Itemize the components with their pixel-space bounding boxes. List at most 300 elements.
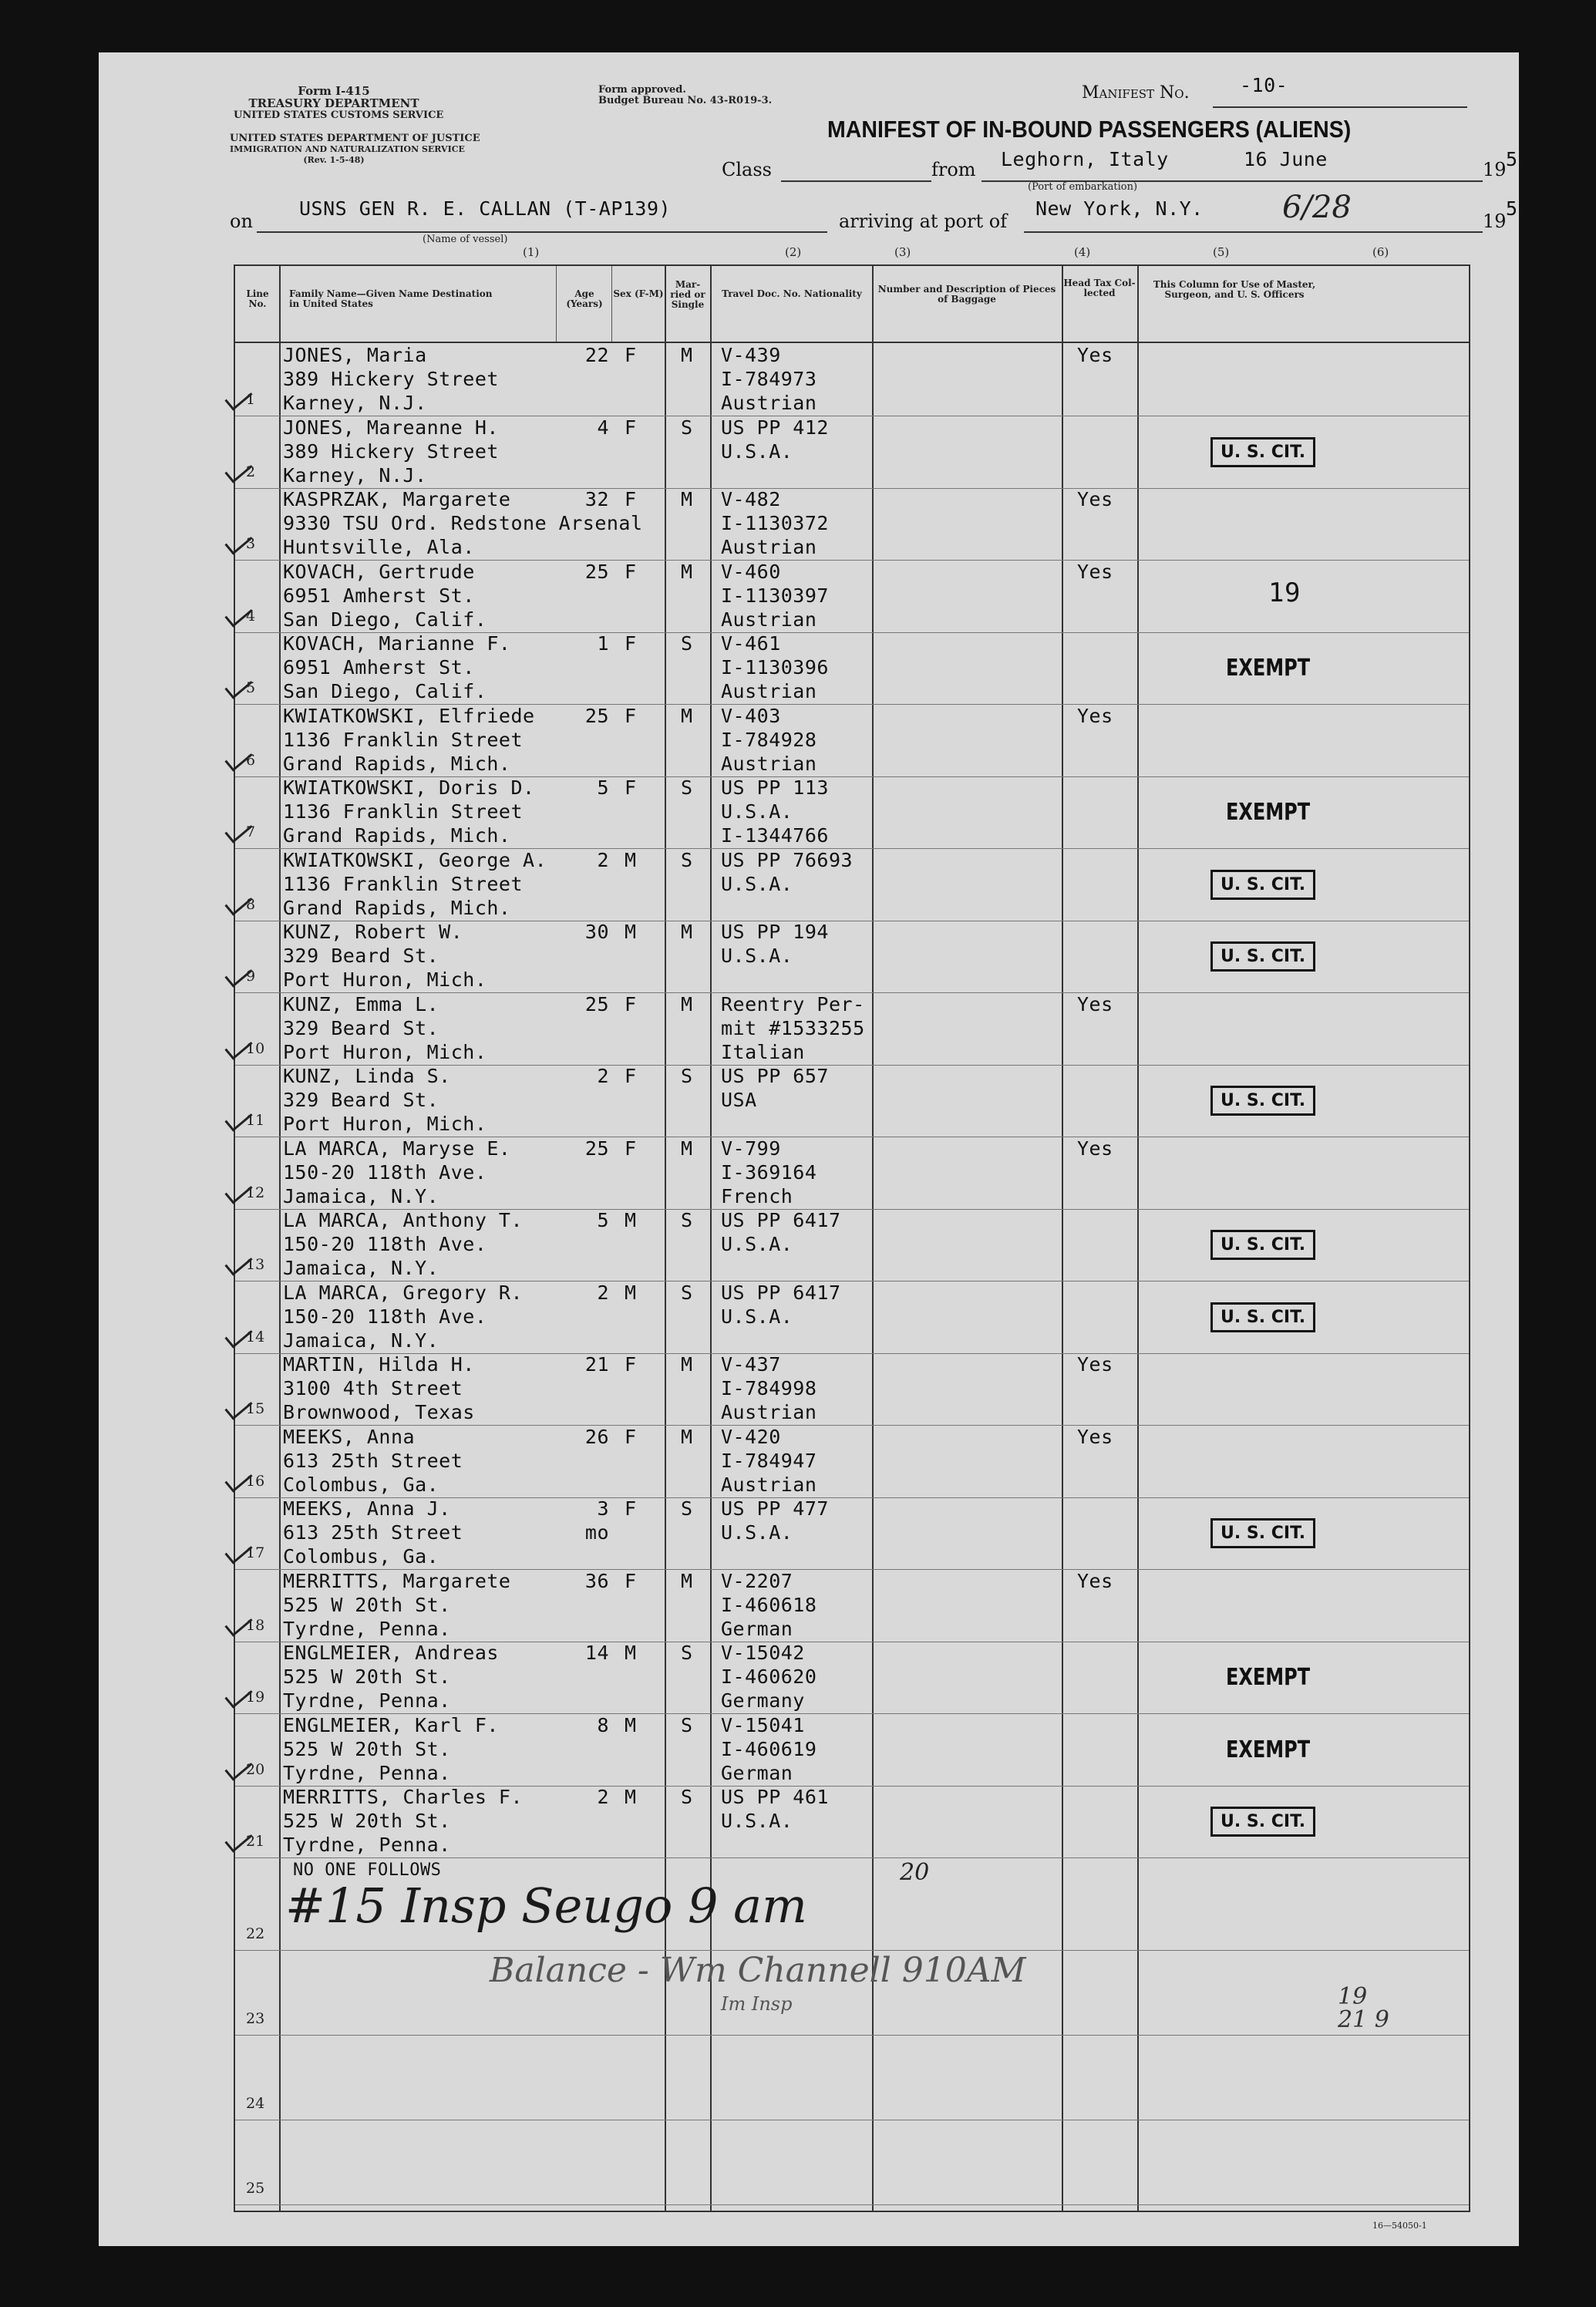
- arrival-year-prefix: 19: [1483, 210, 1507, 232]
- from-date: 16 June: [1244, 148, 1328, 170]
- line-number: 7: [246, 823, 256, 840]
- passenger-sex: F: [625, 416, 637, 439]
- passenger-name: ENGLMEIER, Karl F.: [283, 1713, 499, 1736]
- travel-doc-2: U.S.A.: [721, 1810, 793, 1832]
- head-tax: Yes: [1077, 344, 1113, 366]
- us-citizen-stamp: U. S. CIT.: [1210, 1230, 1315, 1260]
- travel-doc-1: US PP 412: [721, 416, 829, 439]
- head-tax: Yes: [1077, 992, 1113, 1015]
- passenger-name: JONES, Maria: [283, 344, 427, 366]
- handwritten-balance-note: Balance - Wm Channell 910AM: [490, 1951, 1026, 1990]
- passenger-name: MEEKS, Anna: [283, 1425, 416, 1448]
- passenger-city: Colombus, Ga.: [283, 1545, 439, 1568]
- travel-doc-1: V-403: [721, 704, 781, 727]
- table-row: [235, 343, 1469, 416]
- marital-status: S: [681, 1065, 693, 1087]
- passenger-address: 150-20 118th Ave.: [283, 1160, 487, 1184]
- passenger-address: 1136 Franklin Street: [283, 728, 524, 751]
- travel-doc-3: Austrian: [721, 536, 817, 558]
- passenger-city: Tyrdne, Penna.: [283, 1834, 451, 1856]
- from-year: 52: [1506, 148, 1530, 170]
- passenger-city: Port Huron, Mich.: [283, 968, 487, 991]
- passenger-age: 25: [584, 560, 609, 583]
- passenger-name: KUNZ, Emma L.: [283, 992, 439, 1015]
- passenger-city: Tyrdne, Penna.: [283, 1761, 451, 1784]
- passenger-address: 3100 4th Street: [283, 1377, 463, 1399]
- header-line-no: Line No.: [246, 288, 269, 309]
- passenger-name: MERRITTS, Margarete: [283, 1569, 511, 1592]
- passenger-name: KWIATKOWSKI, Elfriede: [283, 704, 535, 727]
- travel-doc-2: U.S.A.: [721, 800, 793, 823]
- marital-status: M: [681, 1425, 693, 1448]
- travel-doc-1: US PP 113: [721, 776, 829, 799]
- travel-doc-1: V-15042: [721, 1642, 805, 1664]
- from-year-prefix: 19: [1483, 159, 1507, 180]
- marital-status: S: [681, 776, 693, 799]
- passenger-address: 1136 Franklin Street: [283, 800, 524, 823]
- form-approved: Form approved.: [598, 84, 686, 96]
- passenger-address: 329 Beard St.: [283, 945, 439, 967]
- passenger-city: Karney, N.J.: [283, 463, 427, 487]
- table-row: [235, 848, 1469, 921]
- line-number: 13: [246, 1256, 265, 1273]
- passenger-age: 4: [597, 416, 609, 439]
- passenger-city: Tyrdne, Penna.: [283, 1689, 451, 1712]
- travel-doc-2: I-1130372: [721, 512, 829, 534]
- travel-doc-2: I-784928: [721, 728, 817, 751]
- passenger-city: Port Huron, Mich.: [283, 1040, 487, 1063]
- line-number: 24: [246, 2095, 265, 2112]
- travel-doc-1: V-420: [721, 1425, 781, 1448]
- col-rule: [611, 266, 612, 343]
- passenger-sex: M: [625, 1209, 637, 1231]
- us-citizen-stamp: U. S. CIT.: [1210, 437, 1315, 467]
- handwritten-balance-subnote: Im Insp: [721, 1993, 793, 2015]
- passenger-city: Tyrdne, Penna.: [283, 1617, 451, 1640]
- travel-doc-1: US PP 477: [721, 1497, 829, 1520]
- form-block: [234, 84, 444, 122]
- passenger-city: Grand Rapids, Mich.: [283, 824, 511, 847]
- marital-status: M: [681, 704, 693, 727]
- travel-doc-3: German: [721, 1761, 793, 1784]
- passenger-name: LA MARCA, Anthony T.: [283, 1209, 524, 1231]
- travel-doc-1: V-461: [721, 632, 781, 655]
- budget-bureau: Budget Bureau No. 43-R019-3.: [598, 95, 773, 106]
- marital-status: S: [681, 848, 693, 871]
- line-number: 25: [246, 2180, 265, 2197]
- travel-doc-1: V-460: [721, 560, 781, 583]
- travel-doc-1: US PP 76693: [721, 848, 854, 871]
- marital-status: M: [681, 992, 693, 1015]
- passenger-name: KUNZ, Robert W.: [283, 921, 463, 943]
- header-sex: Sex (F-M): [613, 288, 664, 299]
- marital-status: S: [681, 1642, 693, 1664]
- passenger-age: 25: [584, 992, 609, 1015]
- class-line: [781, 180, 931, 182]
- passenger-city: Jamaica, N.Y.: [283, 1184, 439, 1207]
- col-num-3: (3): [894, 245, 911, 259]
- passenger-sex: F: [625, 1569, 637, 1592]
- passenger-address: 389 Hickery Street: [283, 368, 499, 390]
- passenger-address: 613 25th Street: [283, 1521, 463, 1544]
- marital-status: S: [681, 1281, 693, 1304]
- passenger-name: ENGLMEIER, Andreas: [283, 1642, 499, 1664]
- passenger-city: Brownwood, Texas: [283, 1401, 475, 1423]
- passenger-age: 25: [584, 1137, 609, 1160]
- officer-note: 19: [1268, 577, 1301, 608]
- passenger-name: MEEKS, Anna J.: [283, 1497, 451, 1520]
- marital-status: M: [681, 921, 693, 943]
- marital-status: S: [681, 632, 693, 655]
- passenger-age: 2: [597, 848, 609, 871]
- passenger-name: KUNZ, Linda S.: [283, 1065, 451, 1087]
- passenger-age: 2: [597, 1065, 609, 1087]
- arriving-label: arriving at port of: [839, 210, 1008, 232]
- passenger-sex: M: [625, 1281, 637, 1304]
- passenger-address: 150-20 118th Ave.: [283, 1233, 487, 1255]
- travel-doc-1: V-437: [721, 1353, 781, 1376]
- passenger-city: Grand Rapids, Mich.: [283, 752, 511, 775]
- passenger-age: 21: [584, 1353, 609, 1376]
- passenger-age: 30: [584, 921, 609, 943]
- passenger-city: San Diego, Calif.: [283, 608, 487, 631]
- header-baggage: Number and Description of Pieces of Baggage: [877, 284, 1056, 305]
- travel-doc-2: U.S.A.: [721, 1305, 793, 1328]
- arrival-port: New York, N.Y.: [1035, 197, 1204, 220]
- exempt-stamp: EXEMPT: [1226, 655, 1311, 682]
- travel-doc-2: I-460618: [721, 1593, 817, 1616]
- passenger-city: Karney, N.J.: [283, 392, 427, 414]
- travel-doc-1: V-2207: [721, 1569, 793, 1592]
- travel-doc-1: US PP 461: [721, 1786, 829, 1808]
- table-row: [235, 416, 1469, 489]
- manifest-no-value: -10-: [1240, 74, 1288, 96]
- travel-doc-1: Reentry Per-: [721, 992, 865, 1015]
- line-number: 17: [246, 1544, 265, 1561]
- arrival-year: 52: [1506, 197, 1530, 220]
- passenger-sex: M: [625, 921, 637, 943]
- travel-doc-2: U.S.A.: [721, 1233, 793, 1255]
- line-number: 11: [246, 1112, 265, 1129]
- port-embarkation-note: (Port of embarkation): [1028, 181, 1138, 193]
- head-tax: Yes: [1077, 1569, 1113, 1592]
- exempt-stamp: EXEMPT: [1226, 1664, 1311, 1691]
- line-number: 8: [246, 895, 256, 913]
- passenger-name: KOVACH, Gertrude: [283, 560, 475, 583]
- passenger-name: LA MARCA, Maryse E.: [283, 1137, 511, 1160]
- marital-status: M: [681, 1353, 693, 1376]
- table-row: [235, 776, 1469, 849]
- travel-doc-2: U.S.A.: [721, 945, 793, 967]
- travel-doc-2: U.S.A.: [721, 1521, 793, 1544]
- header-age: Age (Years): [566, 288, 603, 309]
- table-row: [235, 1713, 1469, 1787]
- travel-doc-2: USA: [721, 1089, 757, 1111]
- travel-doc-3: French: [721, 1184, 793, 1207]
- us-citizen-stamp: U. S. CIT.: [1210, 1518, 1315, 1548]
- header-name: Family Name—Given Name Destination in United States: [289, 288, 493, 309]
- marital-status: S: [681, 1497, 693, 1520]
- col-num-1: (1): [523, 245, 540, 259]
- ins-label: IMMIGRATION AND NATURALIZATION SERVICE: [230, 144, 465, 154]
- passenger-city: Colombus, Ga.: [283, 1473, 439, 1496]
- travel-doc-2: I-460620: [721, 1665, 817, 1688]
- passenger-age: 25: [584, 704, 609, 727]
- travel-doc-2: I-369164: [721, 1160, 817, 1184]
- line-number: 4: [246, 607, 256, 625]
- passenger-city: Grand Rapids, Mich.: [283, 896, 511, 919]
- passenger-address: 1136 Franklin Street: [283, 872, 524, 895]
- passenger-age: 32: [584, 488, 609, 510]
- marital-status: S: [681, 1786, 693, 1808]
- no-one-follows: NO ONE FOLLOWS: [293, 1861, 442, 1880]
- travel-doc-1: V-15041: [721, 1713, 805, 1736]
- travel-doc-1: V-482: [721, 488, 781, 510]
- us-citizen-stamp: U. S. CIT.: [1210, 1086, 1315, 1116]
- line-number: 16: [246, 1472, 265, 1490]
- customs-label: UNITED STATES CUSTOMS SERVICE: [234, 109, 444, 121]
- header-head-tax: Head Tax Col-lected: [1063, 278, 1136, 298]
- passenger-sex: F: [625, 992, 637, 1015]
- manifest-no-label: Manifest No.: [1082, 83, 1190, 103]
- passenger-sex: F: [625, 632, 637, 655]
- head-tax: Yes: [1077, 1353, 1113, 1376]
- travel-doc-3: German: [721, 1617, 793, 1640]
- head-tax: Yes: [1077, 704, 1113, 727]
- passenger-name: MARTIN, Hilda H.: [283, 1353, 475, 1376]
- passenger-age: 3 mo: [584, 1497, 609, 1544]
- blank-row: [235, 2035, 1469, 2120]
- passenger-age: 26: [584, 1425, 609, 1448]
- passenger-sex: F: [625, 704, 637, 727]
- passenger-city: Jamaica, N.Y.: [283, 1257, 439, 1279]
- line-number: 1: [246, 391, 256, 408]
- approval-block: [598, 85, 772, 106]
- from-label: from: [931, 159, 976, 180]
- col-num-4: (4): [1074, 245, 1091, 259]
- footer-code: 16—54050-1: [1372, 2221, 1427, 2231]
- passenger-name: MERRITTS, Charles F.: [283, 1786, 524, 1808]
- col-rule: [556, 266, 557, 343]
- vessel-name: USNS GEN R. E. CALLAN (T-AP139): [299, 197, 672, 220]
- table-row: [235, 1641, 1469, 1714]
- passenger-city: Port Huron, Mich.: [283, 1113, 487, 1135]
- travel-doc-3: I-1344766: [721, 824, 829, 847]
- passenger-city: Huntsville, Ala.: [283, 536, 475, 558]
- us-citizen-stamp: U. S. CIT.: [1210, 870, 1315, 900]
- line-number: 12: [246, 1184, 265, 1201]
- travel-doc-3: Austrian: [721, 608, 817, 631]
- passenger-age: 36: [584, 1569, 609, 1592]
- col-num-5: (5): [1213, 245, 1230, 259]
- head-tax: Yes: [1077, 560, 1113, 583]
- travel-doc-2: I-784973: [721, 368, 817, 390]
- passenger-city: San Diego, Calif.: [283, 680, 487, 702]
- passenger-age: 2: [597, 1786, 609, 1808]
- passenger-sex: M: [625, 1786, 637, 1808]
- document-title: MANIFEST OF IN-BOUND PASSENGERS (ALIENS): [827, 116, 1352, 143]
- travel-doc-1: US PP 194: [721, 921, 829, 943]
- line-number: 22: [246, 1925, 265, 1942]
- travel-doc-1: US PP 657: [721, 1065, 829, 1087]
- travel-doc-2: I-784998: [721, 1377, 817, 1399]
- travel-doc-1: V-799: [721, 1137, 781, 1160]
- passenger-city: Jamaica, N.Y.: [283, 1329, 439, 1352]
- table-row: [235, 1425, 1469, 1498]
- on-label: on: [230, 210, 253, 232]
- handwritten-inspector-note: #15 Insp Seugo 9 am: [285, 1878, 807, 1934]
- passenger-sex: M: [625, 1642, 637, 1664]
- line-number: 21: [246, 1833, 265, 1850]
- table-row: [235, 1281, 1469, 1354]
- form-number: Form I-415: [298, 84, 370, 98]
- travel-doc-3: Germany: [721, 1689, 805, 1712]
- handwritten-corner-tally: 19 21 9: [1338, 1983, 1389, 2033]
- passenger-name: KWIATKOWSKI, George A.: [283, 848, 547, 871]
- class-label: Class: [722, 159, 772, 180]
- marital-status: M: [681, 488, 693, 510]
- arrival-line: [1024, 231, 1483, 233]
- table-row: [235, 1569, 1469, 1642]
- travel-doc-2: mit #1533255: [721, 1016, 865, 1039]
- passenger-address: 525 W 20th St.: [283, 1737, 451, 1760]
- vessel-note: (Name of vessel): [423, 234, 508, 245]
- passenger-address: 389 Hickery Street: [283, 440, 499, 463]
- header-marital: Mar-ried or Single: [670, 279, 705, 310]
- table-row: [235, 992, 1469, 1066]
- marital-status: S: [681, 416, 693, 439]
- table-row: [235, 487, 1469, 561]
- passenger-sex: F: [625, 1065, 637, 1087]
- travel-doc-1: US PP 6417: [721, 1209, 841, 1231]
- line-number: 19: [246, 1689, 265, 1706]
- marital-status: S: [681, 1713, 693, 1736]
- justice-dept-label: UNITED STATES DEPARTMENT OF JUSTICE: [230, 133, 480, 144]
- travel-doc-1: US PP 6417: [721, 1281, 841, 1304]
- travel-doc-3: Italian: [721, 1040, 805, 1063]
- passenger-age: 2: [597, 1281, 609, 1304]
- line-number: 5: [246, 679, 256, 696]
- travel-doc-3: Austrian: [721, 680, 817, 702]
- handwritten-inspector-note-sup: 20: [900, 1859, 930, 1886]
- revision-label: (Rev. 1-5-48): [303, 155, 365, 165]
- marital-status: M: [681, 344, 693, 366]
- passenger-name: JONES, Mareanne H.: [283, 416, 499, 439]
- col-num-6: (6): [1372, 245, 1389, 259]
- passenger-address: 613 25th Street: [283, 1449, 463, 1472]
- passenger-sex: F: [625, 488, 637, 510]
- vessel-line: [257, 231, 827, 233]
- passenger-sex: M: [625, 1713, 637, 1736]
- passenger-age: 22: [584, 344, 609, 366]
- line-number: 3: [246, 535, 256, 552]
- exempt-stamp: EXEMPT: [1226, 1736, 1311, 1763]
- manifest-no-line: [1213, 106, 1467, 108]
- treasury-label: TREASURY DEPARTMENT: [248, 96, 419, 110]
- manifest-page: [99, 52, 1530, 2246]
- marital-status: M: [681, 1569, 693, 1592]
- travel-doc-2: U.S.A.: [721, 872, 793, 895]
- blank-row: [235, 2120, 1469, 2205]
- table-row: [235, 1497, 1469, 1570]
- us-citizen-stamp: U. S. CIT.: [1210, 1302, 1315, 1332]
- line-number: 9: [246, 968, 256, 985]
- table-row: [235, 1064, 1469, 1137]
- passenger-address: 525 W 20th St.: [283, 1665, 451, 1688]
- passenger-sex: M: [625, 848, 637, 871]
- passenger-age: 5: [597, 1209, 609, 1231]
- arrival-date: 6/28: [1282, 190, 1352, 225]
- passenger-sex: F: [625, 1497, 637, 1520]
- passenger-age: 14: [584, 1642, 609, 1664]
- passenger-sex: F: [625, 344, 637, 366]
- passenger-name: KWIATKOWSKI, Doris D.: [283, 776, 535, 799]
- line-number: 23: [246, 2010, 265, 2027]
- travel-doc-3: Austrian: [721, 752, 817, 775]
- travel-doc-2: I-1130396: [721, 656, 829, 679]
- line-number: 6: [246, 751, 256, 769]
- table-row: [235, 704, 1469, 777]
- passenger-age: 1: [597, 632, 609, 655]
- travel-doc-3: Austrian: [721, 392, 817, 414]
- marital-status: M: [681, 560, 693, 583]
- passenger-address: 329 Beard St.: [283, 1089, 439, 1111]
- travel-doc-2: I-1130397: [721, 584, 829, 607]
- line-number: 10: [246, 1039, 265, 1057]
- travel-doc-1: V-439: [721, 344, 781, 366]
- passenger-age: 5: [597, 776, 609, 799]
- head-tax: Yes: [1077, 488, 1113, 510]
- us-citizen-stamp: U. S. CIT.: [1210, 941, 1315, 972]
- line-number: 20: [246, 1760, 265, 1778]
- header-travel-doc: Travel Doc. No. Nationality: [722, 288, 862, 299]
- head-tax: Yes: [1077, 1425, 1113, 1448]
- passenger-sex: F: [625, 1425, 637, 1448]
- travel-doc-2: I-460619: [721, 1737, 817, 1760]
- table-row: [235, 1785, 1469, 1858]
- passenger-address: 6951 Amherst St.: [283, 656, 475, 679]
- table-row: [235, 1352, 1469, 1426]
- line-number: 15: [246, 1400, 265, 1417]
- justice-block: [230, 133, 480, 166]
- travel-doc-3: Austrian: [721, 1401, 817, 1423]
- table-row: [235, 631, 1469, 705]
- passenger-address: 525 W 20th St.: [283, 1593, 451, 1616]
- passenger-address: 525 W 20th St.: [283, 1810, 451, 1832]
- exempt-stamp: EXEMPT: [1226, 799, 1311, 826]
- col-num-2: (2): [785, 245, 802, 259]
- marital-status: S: [681, 1209, 693, 1231]
- passenger-address: 9330 TSU Ord. Redstone Arsenal: [283, 512, 643, 534]
- travel-doc-2: U.S.A.: [721, 440, 793, 463]
- from-port: Leghorn, Italy: [1001, 148, 1169, 170]
- line-number: 14: [246, 1328, 265, 1345]
- table-row: [235, 920, 1469, 993]
- passenger-sex: F: [625, 1137, 637, 1160]
- passenger-age: 8: [597, 1713, 609, 1736]
- line-number: 2: [246, 463, 256, 480]
- header-officers: This Column for Use of Master, Surgeon, and U. S. Officers: [1153, 279, 1316, 300]
- passenger-address: 150-20 118th Ave.: [283, 1305, 487, 1328]
- travel-doc-3: Austrian: [721, 1473, 817, 1496]
- passenger-name: LA MARCA, Gregory R.: [283, 1281, 524, 1304]
- passenger-name: KASPRZAK, Margarete: [283, 488, 511, 510]
- passenger-sex: F: [625, 1353, 637, 1376]
- passenger-sex: F: [625, 560, 637, 583]
- us-citizen-stamp: U. S. CIT.: [1210, 1807, 1315, 1837]
- head-tax: Yes: [1077, 1137, 1113, 1160]
- table-row: [235, 1208, 1469, 1281]
